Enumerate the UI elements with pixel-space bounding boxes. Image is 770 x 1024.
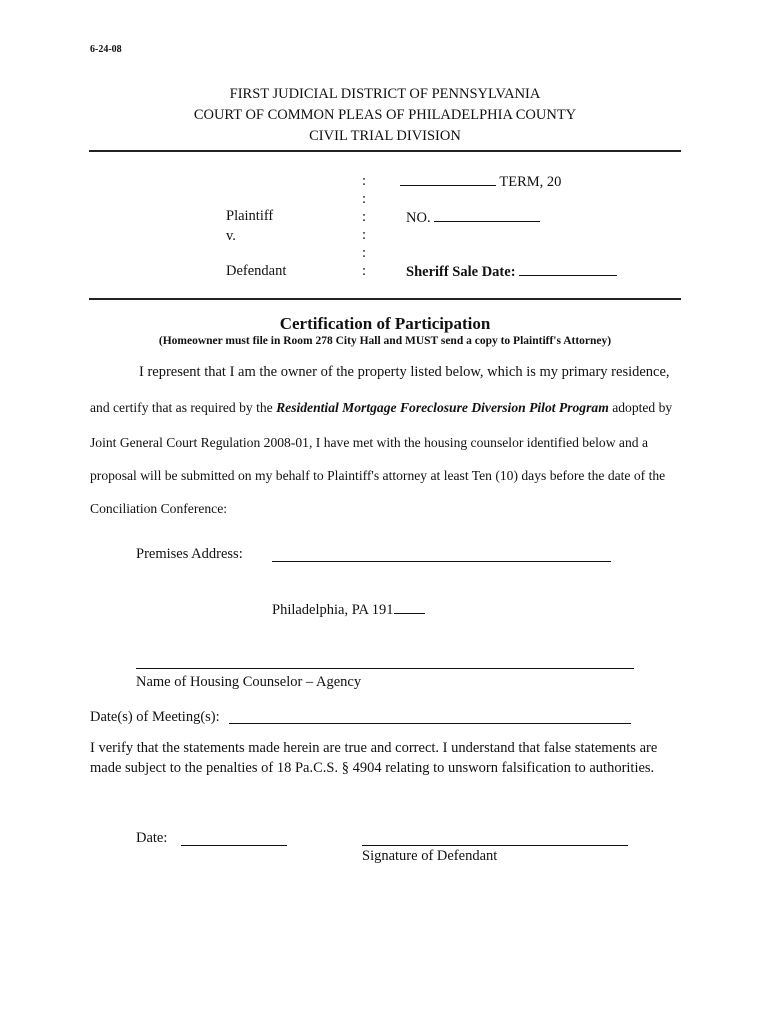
defendant-label: Defendant — [226, 263, 287, 279]
counselor-line[interactable] — [136, 668, 634, 669]
date-label: Date: — [136, 830, 168, 846]
counselor-label: Name of Housing Counselor – Agency — [136, 674, 362, 690]
signature-label: Signature of Defendant — [362, 848, 498, 864]
caption-colon: : — [362, 209, 367, 225]
caption-colon: : — [362, 173, 367, 189]
premises-address-line[interactable] — [272, 561, 611, 562]
body-line-4: proposal will be submitted on my behalf to Plaintiff's attorney at least Ten (10) days before the date of the — [90, 468, 666, 483]
header-line-3: CIVIL TRIAL DIVISION — [309, 128, 461, 144]
verification-statement: I verify that the statements made herein are true and correct. I understand that false statements are made subject to the penalties of 18 Pa.C.S. § 4904 relating to unsworn falsification to authorities. — [90, 740, 658, 776]
caption-colon: : — [362, 227, 367, 243]
date-line[interactable] — [181, 845, 287, 846]
program-name: Residential Mortgage Foreclosure Diversion Pilot Program — [276, 400, 609, 415]
caption-colon: : — [362, 245, 367, 261]
sheriff-sale-label: Sheriff Sale Date: — [406, 264, 516, 280]
case-number-blank[interactable] — [434, 209, 540, 222]
term-field — [400, 173, 561, 191]
meetings-label: Date(s) of Meeting(s): — [90, 709, 220, 725]
caption-colon: : — [362, 263, 367, 279]
meetings-line[interactable] — [229, 723, 631, 724]
sheriff-sale-blank[interactable] — [519, 263, 617, 276]
top-divider — [89, 150, 681, 152]
bottom-divider — [89, 298, 681, 300]
case-number-field — [406, 209, 540, 227]
caption-colon: : — [362, 191, 367, 207]
body-line-5: Conciliation Conference: — [90, 501, 228, 516]
document-code: 6-24-08 — [90, 44, 122, 55]
header-line-2: COURT OF COMMON PLEAS OF PHILADELPHIA COUNTY — [193, 107, 577, 123]
signature-line[interactable] — [362, 845, 628, 846]
sheriff-sale-field — [406, 263, 617, 281]
city-label: Philadelphia, PA 191 — [272, 602, 394, 618]
term-label: TERM, 20 — [499, 174, 562, 190]
header-line-1: FIRST JUDICIAL DISTRICT OF PENNSYLVANIA — [229, 86, 541, 102]
body-line-1: I represent that I am the owner of the property listed below, which is my primary residence, — [139, 364, 670, 380]
court-header — [0, 84, 770, 147]
case-number-label: NO. — [406, 210, 431, 226]
body-line-2-post: adopted by — [612, 400, 673, 415]
document-title: Certification of Participation — [279, 314, 491, 333]
body-line-3: Joint General Court Regulation 2008-01, I have met with the housing counselor identified below and a — [90, 435, 648, 450]
body-line-2-pre: and certify that as required by the — [90, 400, 273, 415]
term-blank[interactable] — [400, 173, 496, 186]
city-line — [272, 601, 425, 619]
premises-label: Premises Address: — [136, 546, 243, 562]
filing-instructions: (Homeowner must file in Room 278 City Hall and MUST send a copy to Plaintiff's Attorney) — [158, 335, 612, 347]
versus-label: v. — [226, 228, 236, 244]
zip-blank[interactable] — [394, 601, 425, 614]
body-line-2 — [90, 400, 682, 416]
plaintiff-label: Plaintiff — [226, 208, 274, 224]
